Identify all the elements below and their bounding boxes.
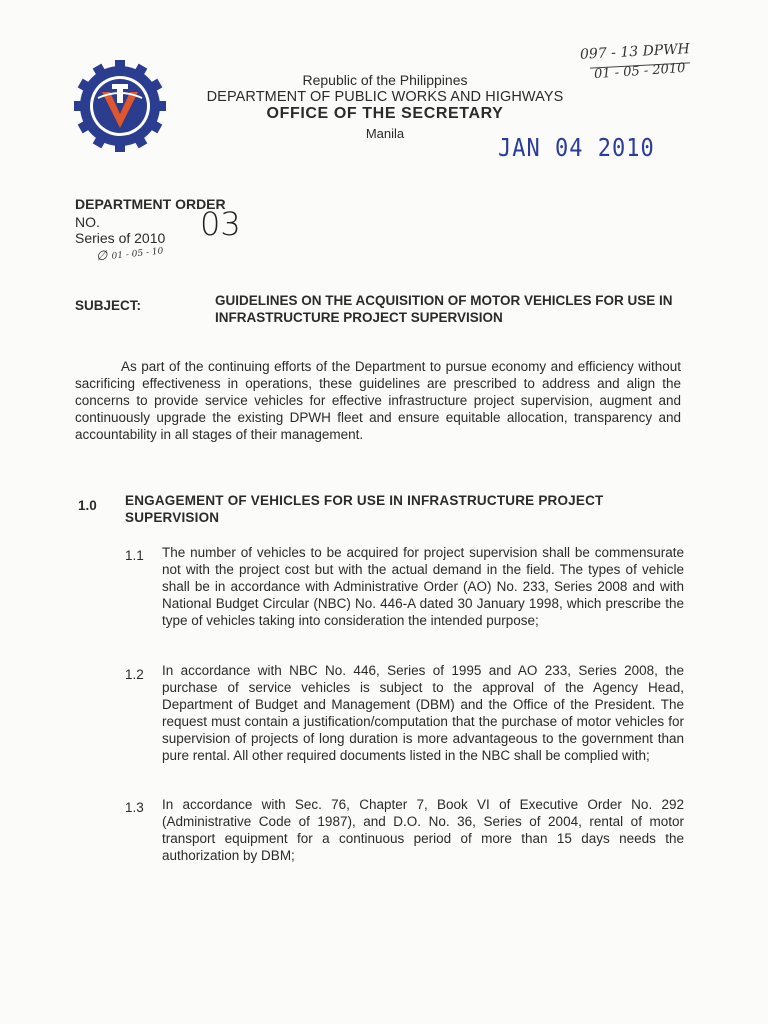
initials-date: 01 - 05 - 10: [111, 246, 164, 262]
order-number-label: NO.: [75, 214, 100, 230]
header-city: Manila: [365, 126, 405, 141]
item-text: In accordance with NBC No. 446, Series of 1995 and AO 233, Series 2008, the purchase of service vehicles is subject to the approval of the Agency Head, Department of Budget and Management (DBM) and the Office of the President. The request must contain a justification/computation that the purchase of motor vehicles for supervision of projects of long duration is more advantageous to the government than pure rental. All other required documents listed in the NBC shall be complied with;: [162, 663, 684, 763]
dpwh-logo: [72, 58, 168, 154]
subject-text: GUIDELINES ON THE ACQUISITION OF MOTOR VEHICLES FOR USE IN INFRASTRUCTURE PROJECT SUPERVISION: [215, 293, 673, 325]
gear-seal-icon: [72, 58, 168, 154]
initial-mark-icon: ∅: [95, 248, 109, 265]
date-stamp: JAN 04 2010: [498, 134, 655, 163]
header-republic: Republic of the Philippines: [302, 72, 468, 88]
section-number: 1.0: [78, 498, 97, 513]
handwritten-reference-date: 01 - 05 - 2010: [593, 60, 686, 83]
item-text: In accordance with Sec. 76, Chapter 7, Book VI of Executive Order No. 292 (Administrative Code of 1987), and D.O. No. 36, Series of 2004, rental of motor transport equipment for a continuous period of more than 15 days needs the authorization by DBM;: [162, 797, 684, 863]
item-number: 1.1: [125, 548, 144, 563]
item-text: The number of vehicles to be acquired for project supervision shall be commensurate not with the project cost but with the actual demand in the field. The types of vehicle shall be in accordance with Administrative Order (AO) No. 233, Series 2008 and with National Budget Circular (NBC) No. 446-A dated 30 January 1998, which prescribe the type of vehicles taking into consideration the intended purpose;: [162, 545, 684, 628]
header-office: OFFICE OF THE SECRETARY: [266, 105, 504, 122]
header-department: DEPARTMENT OF PUBLIC WORKS AND HIGHWAYS: [206, 89, 564, 105]
section-title: ENGAGEMENT OF VEHICLES FOR USE IN INFRASTRUCTURE PROJECT SUPERVISION: [125, 493, 604, 525]
item-number: 1.2: [125, 667, 144, 682]
handwritten-reference-number: 097 - 13 DPWH: [579, 41, 691, 63]
order-title: DEPARTMENT ORDER: [75, 196, 226, 212]
intro-paragraph: As part of the continuing efforts of the Department to pursue economy and efficiency without sacrificing effectiveness in operations, these guidelines are prescribed to address and align the concerns to provide service vehicles for effective infrastructure project supervision, augment and continuously upgrade the existing DPWH fleet and ensure equitable allocation, transparency and accountability in all stages of their management.: [75, 359, 681, 442]
subject-label: SUBJECT:: [75, 298, 142, 313]
order-number: 03: [200, 205, 241, 243]
item-number: 1.3: [125, 800, 144, 815]
order-series: Series of 2010: [75, 230, 166, 246]
